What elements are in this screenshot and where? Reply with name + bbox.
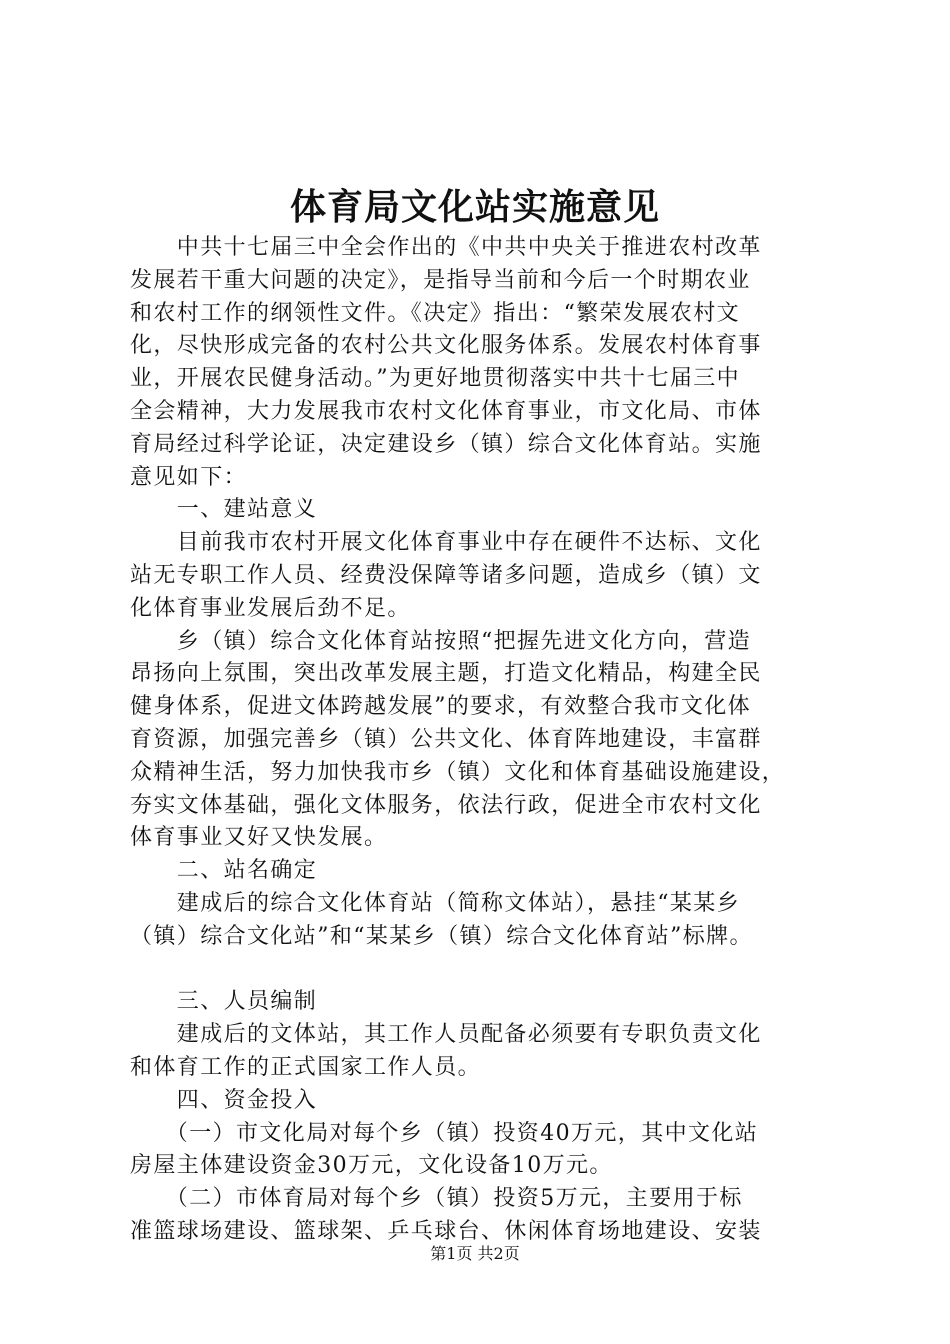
body-line: 建成后的文体站，其工作人员配备必须要有专职负责文化 <box>130 1022 762 1048</box>
body-line: 和体育工作的正式国家工作人员。 <box>130 1054 482 1080</box>
body-line: 乡（镇）综合文化体育站按照“把握先进文化方向，营造 <box>130 628 752 654</box>
body-line: 建成后的综合文化体育站（简称文体站），悬挂“某某乡 <box>130 890 741 916</box>
document-body <box>130 232 830 1249</box>
body-line: 和农村工作的纲领性文件。《决定》指出：“繁荣发展农村文 <box>130 300 741 326</box>
body-line: 化体育事业发展后劲不足。 <box>130 595 411 621</box>
body-line: 全会精神，大力发展我市农村文化体育事业，市文化局、市体 <box>130 398 762 424</box>
body-line: 一、建站意义 <box>130 497 318 523</box>
body-line: 健身体系，促进文体跨越发展”的要求，有效整合我市文化体 <box>130 694 752 720</box>
body-line: 三、人员编制 <box>130 989 318 1015</box>
page-footer: 第1页 共2页 <box>430 1244 520 1263</box>
body-line: 发展若干重大问题的决定》，是指导当前和今后一个时期农业 <box>130 267 751 293</box>
body-line: 四、资金投入 <box>130 1087 318 1113</box>
body-line: 众精神生活，努力加快我市乡（镇）文化和体育基础设施建设， <box>130 759 786 785</box>
body-line: 育资源，加强完善乡（镇）公共文化、体育阵地建设，丰富群 <box>130 726 762 752</box>
body-line: 准篮球场建设、篮球架、乒乓球台、休闲体育场地建设、安装 <box>130 1218 762 1244</box>
blank-line <box>130 954 830 987</box>
document-title: 体育局文化站实施意见 <box>289 187 660 228</box>
body-line: 化，尽快形成完备的农村公共文化服务体系。发展农村体育事 <box>130 333 762 359</box>
body-line: 昂扬向上氛围，突出改革发展主题，打造文化精品，构建全民 <box>130 661 762 687</box>
body-line: （镇）综合文化站”和“某某乡（镇）综合文化体育站”标牌。 <box>130 923 753 949</box>
body-line: 二、站名确定 <box>130 858 318 884</box>
body-line: 房屋主体建设资金30万元，文化设备10万元。 <box>130 1153 613 1179</box>
body-line: （二）市体育局对每个乡（镇）投资5万元，主要用于标 <box>130 1186 743 1212</box>
body-line: 业，开展农民健身活动。”为更好地贯彻落实中共十七届三中 <box>130 366 741 392</box>
body-line: 体育事业又好又快发展。 <box>130 825 388 851</box>
body-line: （一）市文化局对每个乡（镇）投资40万元，其中文化站 <box>130 1120 759 1146</box>
body-line: 意见如下： <box>130 464 248 490</box>
body-line: 目前我市农村开展文化体育事业中存在硬件不达标、文化 <box>130 530 762 556</box>
body-line: 育局经过科学论证，决定建设乡（镇）综合文化体育站。实施 <box>130 431 762 457</box>
body-line: 中共十七届三中全会作出的《中共中央关于推进农村改革 <box>130 235 762 260</box>
body-line: 夯实文体基础，强化文体服务，依法行政，促进全市农村文化 <box>130 792 762 818</box>
body-line: 站无专职工作人员、经费没保障等诸多问题，造成乡（镇）文 <box>130 562 762 588</box>
